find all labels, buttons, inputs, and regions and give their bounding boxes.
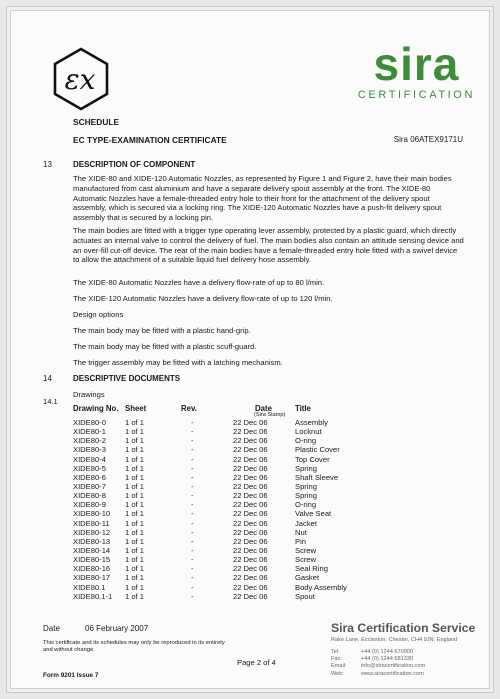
table-row (73, 436, 403, 445)
reproduction-note: This certificate and its schedules may only be reproduced in its entirety and without change. (43, 640, 225, 654)
form-number: Form 9201 Issue 7 (43, 672, 99, 679)
contact-value: www.siracertification.com (361, 670, 424, 677)
cell-sheet: 1 of 1 (125, 555, 144, 565)
cell-title: O-ring (295, 436, 317, 446)
contact-line (331, 663, 481, 670)
cell-sheet: 1 of 1 (125, 518, 144, 528)
brand-word: sira (373, 38, 460, 90)
cell-drawing-number: XIDE80.1 (73, 582, 106, 592)
cell-sheet: 1 of 1 (125, 536, 144, 546)
cell-revision: - (191, 509, 194, 519)
column-header-sheet: Sheet (125, 404, 147, 413)
service-contacts (331, 649, 481, 678)
cell-revision: - (191, 591, 194, 601)
table-row (73, 445, 403, 454)
cell-date: 22 Dec 06 (233, 536, 268, 546)
section-13-title: DESCRIPTION OF COMPONENT (73, 160, 196, 169)
contact-label: Tel: (331, 649, 340, 655)
cell-date: 22 Dec 06 (233, 500, 268, 510)
contact-value: info@siracertification.com (361, 663, 426, 670)
cell-title: Assembly (295, 418, 328, 427)
cell-sheet: 1 of 1 (125, 573, 144, 583)
contact-value: +44 (0) 1244 681330 (361, 656, 414, 663)
design-option: The trigger assembly may be fitted with a latching mechanism. (73, 358, 283, 367)
cell-sheet: 1 of 1 (125, 582, 144, 592)
table-row (73, 491, 403, 500)
cell-title: Spring (295, 463, 317, 473)
table-row (73, 519, 403, 528)
cell-revision: - (191, 436, 194, 446)
design-option: The main body may be fitted with a plastic scuff-guard. (73, 342, 257, 351)
certificate-frame (6, 6, 494, 693)
contact-label: Fax: (331, 656, 342, 663)
table-row (73, 555, 403, 564)
cell-revision: - (191, 518, 194, 528)
cell-drawing-number: XIDE80-8 (73, 491, 106, 501)
cell-title: Spout (295, 591, 315, 601)
drawings-table (73, 418, 403, 601)
date-column-note: (Sira Stamp) (254, 412, 286, 418)
design-option: The main body may be fitted with a plastic hand-grip. (73, 326, 251, 335)
section-14-number: 14 (43, 374, 52, 383)
table-row (73, 546, 403, 555)
table-row (73, 537, 403, 546)
cell-drawing-number: XIDE80-4 (73, 454, 106, 464)
table-row (73, 482, 403, 491)
cell-title: Jacket (295, 518, 317, 528)
cell-revision: - (191, 445, 194, 455)
cell-drawing-number: XIDE80-13 (73, 536, 111, 546)
cell-date: 22 Dec 06 (233, 518, 268, 528)
cell-revision: - (191, 427, 194, 437)
contact-line (331, 671, 481, 678)
column-header-date: Date (255, 404, 272, 413)
cell-revision: - (191, 573, 194, 583)
cell-revision: - (191, 481, 194, 491)
certificate-title: EC TYPE-EXAMINATION CERTIFICATE (73, 135, 227, 145)
cell-title: Locknut (295, 427, 322, 437)
cell-revision: - (191, 555, 194, 565)
cell-title: Nut (295, 527, 307, 537)
cell-sheet: 1 of 1 (125, 472, 144, 482)
column-header-drawing-no: Drawing No. (73, 404, 119, 413)
cell-sheet: 1 of 1 (125, 427, 144, 437)
cell-revision: - (191, 527, 194, 537)
cell-title: Gasket (295, 573, 320, 583)
contact-label: Email: (331, 663, 347, 670)
cell-sheet: 1 of 1 (125, 509, 144, 519)
cell-revision: - (191, 454, 194, 464)
cell-date: 22 Dec 06 (233, 481, 268, 491)
cell-date: 22 Dec 06 (233, 545, 268, 555)
table-row (73, 583, 403, 592)
cell-title: Body Assembly (295, 582, 347, 592)
cell-drawing-number: XIDE80-0 (73, 418, 106, 427)
service-address: Rake Lane, Eccleston, Chester, CH4 9JN, England (331, 637, 458, 643)
cell-title: Pin (295, 536, 306, 546)
issue-date-label: Date (43, 624, 60, 633)
cell-revision: - (191, 491, 194, 501)
table-row (73, 528, 403, 537)
cell-drawing-number: XIDE80-5 (73, 463, 106, 473)
cell-sheet: 1 of 1 (125, 545, 144, 555)
cell-sheet: 1 of 1 (125, 564, 144, 574)
cell-sheet: 1 of 1 (125, 436, 144, 446)
contact-label: Web: (331, 670, 344, 677)
cell-revision: - (191, 463, 194, 473)
contact-value: +44 (0) 1244 670900 (361, 649, 414, 655)
cell-sheet: 1 of 1 (125, 491, 144, 501)
issue-date (43, 624, 149, 633)
cell-date: 22 Dec 06 (233, 564, 268, 574)
table-row (73, 464, 403, 473)
cell-date: 22 Dec 06 (233, 491, 268, 501)
table-row (73, 573, 403, 582)
cell-date: 22 Dec 06 (233, 555, 268, 565)
cell-drawing-number: XIDE80-6 (73, 472, 106, 482)
table-row (73, 455, 403, 464)
flow-rate-120: The XIDE-120 Automatic Nozzles have a delivery flow-rate of up to 120 l/min. (73, 294, 333, 303)
cell-sheet: 1 of 1 (125, 454, 144, 464)
cell-title: Screw (295, 555, 317, 565)
cell-date: 22 Dec 06 (233, 427, 268, 437)
design-options-label: Design options (73, 310, 124, 319)
cell-sheet: 1 of 1 (125, 527, 144, 537)
cell-drawing-number: XIDE80-9 (73, 500, 106, 510)
cell-sheet: 1 of 1 (125, 463, 144, 473)
contact-line (331, 649, 481, 656)
table-row (73, 564, 403, 573)
cell-date: 22 Dec 06 (233, 454, 268, 464)
subsection-number: 14.1 (43, 397, 58, 406)
cell-title: Seal Ring (295, 564, 328, 574)
cell-drawing-number: XIDE80-2 (73, 436, 106, 446)
cell-drawing-number: XIDE80-15 (73, 555, 111, 565)
cell-sheet: 1 of 1 (125, 500, 144, 510)
cell-drawing-number: XIDE80-17 (73, 573, 111, 583)
certificate-page (21, 21, 493, 692)
cell-date: 22 Dec 06 (233, 445, 268, 455)
cell-drawing-number: XIDE80-7 (73, 481, 106, 491)
cell-drawing-number: XIDE80.1-1 (73, 591, 113, 601)
cell-drawing-number: XIDE80-1 (73, 427, 106, 437)
cell-revision: - (191, 472, 194, 482)
cell-revision: - (191, 500, 194, 510)
flow-rate-80: The XIDE-80 Automatic Nozzles have a delivery flow-rate of up to 80 l/min. (73, 278, 325, 287)
cell-sheet: 1 of 1 (125, 445, 144, 455)
cell-drawing-number: XIDE80-12 (73, 527, 111, 537)
description-paragraph: The main bodies are fitted with a trigger type operating lever assembly, protected by a plastic guard, which directly actuates an internal valve to control the delivery of fuel. The main bodies also contain an attitude sensing device and an over-fill cut-off device. The rear of the main bodies have a female-threaded entry hole fitted with a swivel device to allow the attachment of a suitable liquid fuel delivery hose assembly. (73, 226, 464, 265)
cell-title: Spring (295, 481, 317, 491)
cell-date: 22 Dec 06 (233, 527, 268, 537)
table-row (73, 427, 403, 436)
column-header-rev: Rev. (181, 404, 197, 413)
column-header-title: Title (295, 404, 311, 413)
certificate-number: Sira 06ATEX9171U (393, 135, 463, 144)
cell-date: 22 Dec 06 (233, 509, 268, 519)
cell-revision: - (191, 564, 194, 574)
cell-date: 22 Dec 06 (233, 418, 268, 427)
cell-title: Valve Seat (295, 509, 332, 519)
table-row (73, 418, 403, 427)
cell-sheet: 1 of 1 (125, 591, 144, 601)
table-row (73, 473, 403, 482)
cell-drawing-number: XIDE80-16 (73, 564, 111, 574)
contact-line (331, 656, 481, 663)
cell-revision: - (191, 536, 194, 546)
sira-certification-logo (357, 38, 475, 101)
cell-drawing-number: XIDE80-10 (73, 509, 111, 519)
cell-title: O-ring (295, 500, 317, 510)
cell-revision: - (191, 418, 194, 427)
issue-date-value: 06 February 2007 (85, 624, 149, 633)
cell-sheet: 1 of 1 (125, 481, 144, 491)
cell-drawing-number: XIDE80-11 (73, 518, 110, 528)
cell-drawing-number: XIDE80-14 (73, 545, 111, 555)
table-row (73, 509, 403, 518)
cell-date: 22 Dec 06 (233, 472, 268, 482)
cell-drawing-number: XIDE80-3 (73, 445, 106, 455)
table-row (73, 500, 403, 509)
cell-date: 22 Dec 06 (233, 582, 268, 592)
table-row (73, 592, 403, 601)
brand-subtitle: CERTIFICATION (357, 89, 475, 101)
page-number: Page 2 of 4 (237, 658, 276, 667)
ex-hexagon-logo-icon (49, 47, 113, 111)
cell-title: Shaft Sleeve (295, 472, 339, 482)
section-14-title: DESCRIPTIVE DOCUMENTS (73, 374, 181, 383)
cell-revision: - (191, 582, 194, 592)
cell-date: 22 Dec 06 (233, 573, 268, 583)
cell-title: Spring (295, 491, 317, 501)
cell-sheet: 1 of 1 (125, 418, 144, 427)
cell-title: Top Cover (295, 454, 330, 464)
cell-title: Screw (295, 545, 317, 555)
service-name: Sira Certification Service (331, 621, 476, 635)
cell-title: Plastic Cover (295, 445, 340, 455)
cell-revision: - (191, 545, 194, 555)
svg-text:εx: εx (64, 63, 96, 96)
cell-date: 22 Dec 06 (233, 436, 268, 446)
section-13-number: 13 (43, 160, 52, 169)
schedule-heading: SCHEDULE (73, 117, 120, 127)
drawings-label: Drawings (73, 390, 105, 399)
cell-date: 22 Dec 06 (233, 591, 268, 601)
cell-date: 22 Dec 06 (233, 463, 268, 473)
description-paragraph: The XIDE-80 and XIDE-120 Automatic Nozzles, as represented by Figure 1 and Figure 2, have their main bodies manufactured from cast aluminium and have a separate delivery spout assembly at the front. The XIDE-80 Automatic Nozzles have a female-threaded entry hole to their front for the attachment of the delivery spout assembly, which is secured via a locking ring. The XIDE-120 Automatic Nozzles have a push-fit delivery spout assembly that is secured by a locking pin. (73, 174, 452, 223)
